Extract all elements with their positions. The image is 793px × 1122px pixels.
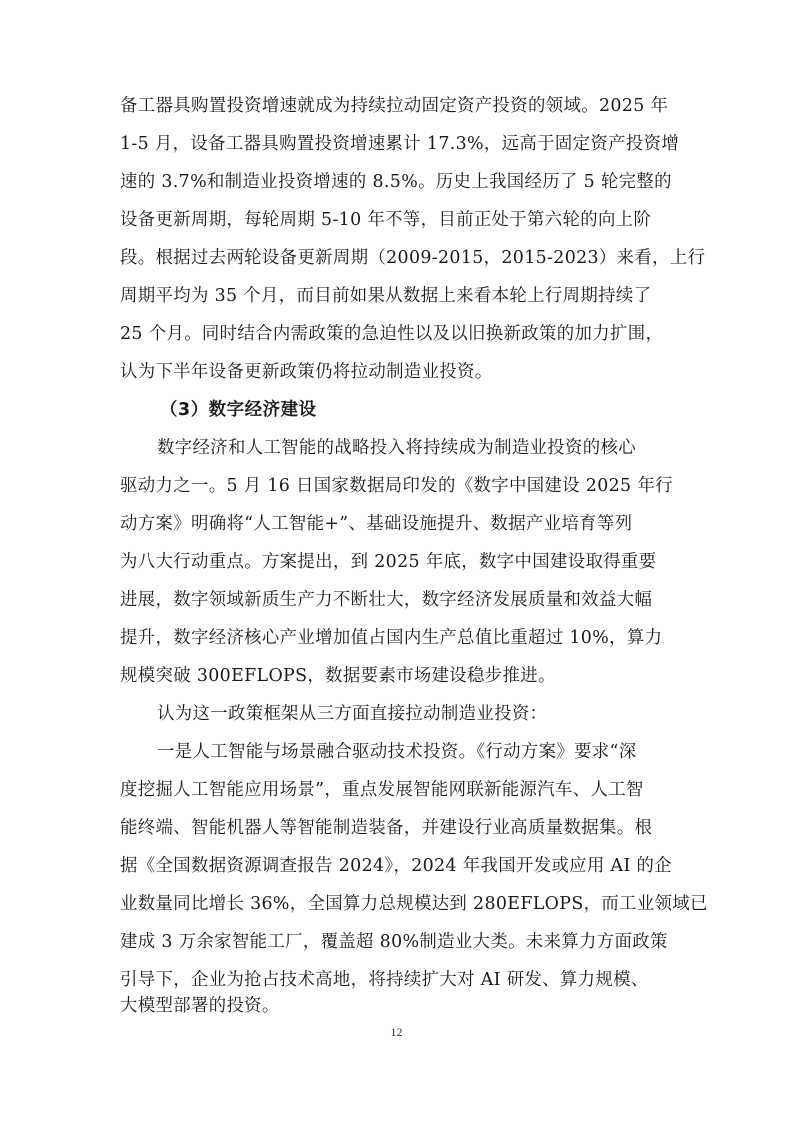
body-text-line: 提升，数字经济核心产业增加值占国内生产总值比重超过 10%，算力	[120, 628, 663, 648]
body-text-line: 能终端、智能机器人等智能制造装备，并建设行业高质量数据集。根	[120, 818, 653, 838]
body-text-line: 段。根据过去两轮设备更新周期（2009-2015，2015-2023）来看，上行	[120, 248, 706, 268]
body-text-line: 1-5 月，设备工器具购置投资增速累计 17.3%，远高于固定资产投资增	[120, 134, 680, 154]
body-text-line: 数字经济和人工智能的战略投入将持续成为制造业投资的核心	[157, 438, 636, 458]
body-text-line: 认为这一政策框架从三方面直接拉动制造业投资：	[157, 704, 548, 724]
body-text-line: 一是人工智能与场景融合驱动技术投资。《行动方案》要求“深	[157, 742, 637, 762]
body-text-line: 业数量同比增长 36%，全国算力总规模达到 280EFLOPS，而工业领域已	[120, 894, 708, 914]
section-heading: （3）数字经济建设	[160, 400, 317, 420]
body-text-line: 动方案》明确将“人工智能+”、基础设施提升、数据产业培育等列	[120, 514, 633, 534]
body-text-line: 建成 3 万余家智能工厂，覆盖超 80%制造业大类。未来算力方面政策	[120, 932, 668, 952]
body-text-line: 周期平均为 35 个月，而目前如果从数据上来看本轮上行周期持续了	[120, 286, 652, 306]
body-text-line: 为八大行动重点。方案提出，到 2025 年底，数字中国建设取得重要	[120, 552, 657, 572]
body-text-line: 度挖掘人工智能应用场景”，重点发展智能网联新能源汽车、人工智	[120, 780, 644, 800]
page-number: 12	[390, 1025, 403, 1039]
body-text-line: 备工器具购置投资增速就成为持续拉动固定资产投资的领域。2025 年	[120, 96, 669, 116]
body-text-line: 25 个月。同时结合内需政策的急迫性以及以旧换新政策的加力扩围，	[120, 324, 664, 344]
body-text-line: 规模突破 300EFLOPS，数据要素市场建设稳步推进。	[120, 666, 556, 686]
body-text-line: 大模型部署的投资。	[120, 996, 280, 1016]
body-text-line: 认为下半年设备更新政策仍将拉动制造业投资。	[120, 362, 493, 382]
body-text-line: 据《全国数据资源调查报告 2024》，2024 年我国开发或应用 AI 的企	[120, 856, 673, 876]
body-text-line: 驱动力之一。5 月 16 日国家数据局印发的《数字中国建设 2025 年行	[120, 476, 673, 496]
body-text-line: 进展，数字领域新质生产力不断壮大，数字经济发展质量和效益大幅	[120, 590, 653, 610]
body-text-line: 引导下，企业为抢占技术高地，将持续扩大对 AI 研发、算力规模、	[120, 970, 649, 990]
body-text-line: 速的 3.7%和制造业投资增速的 8.5%。历史上我国经历了 5 轮完整的	[120, 172, 672, 192]
body-text-line: 设备更新周期，每轮周期 5-10 年不等，目前正处于第六轮的向上阶	[120, 210, 652, 230]
